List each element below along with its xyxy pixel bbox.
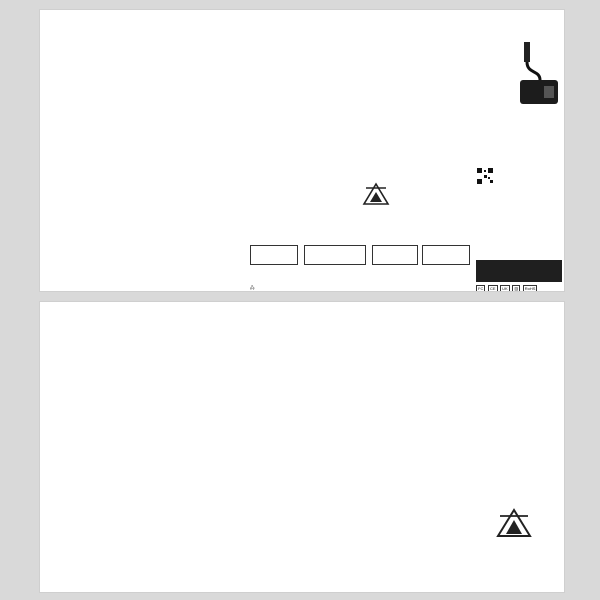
axagon-logo-bottom-icon [496,508,532,540]
controller-row [250,285,470,292]
step1-box-a [250,245,298,265]
certification-marks [476,285,539,292]
step1-box-d [422,245,470,265]
axagon-logo-icon [362,182,390,208]
step1-box-c [372,245,418,265]
support-block [476,167,562,190]
weee-bin-icon: ▥ [514,286,519,291]
instruction-sheet-front [39,9,565,292]
step1-box-b [304,245,366,265]
ce-mark: CE [489,286,496,291]
warning-box [476,260,562,282]
ukca-mark: UK [502,286,508,291]
input-interface-block [360,14,418,38]
adapter-product-image [510,40,562,110]
installation-steps [250,225,470,292]
qr-code-icon [476,167,494,185]
instruction-sheet-back [39,301,565,593]
network-adapter-icon: 🖧 [250,285,255,290]
fc-mark: FC [478,286,484,291]
rohs-mark: RoHS [524,286,536,291]
